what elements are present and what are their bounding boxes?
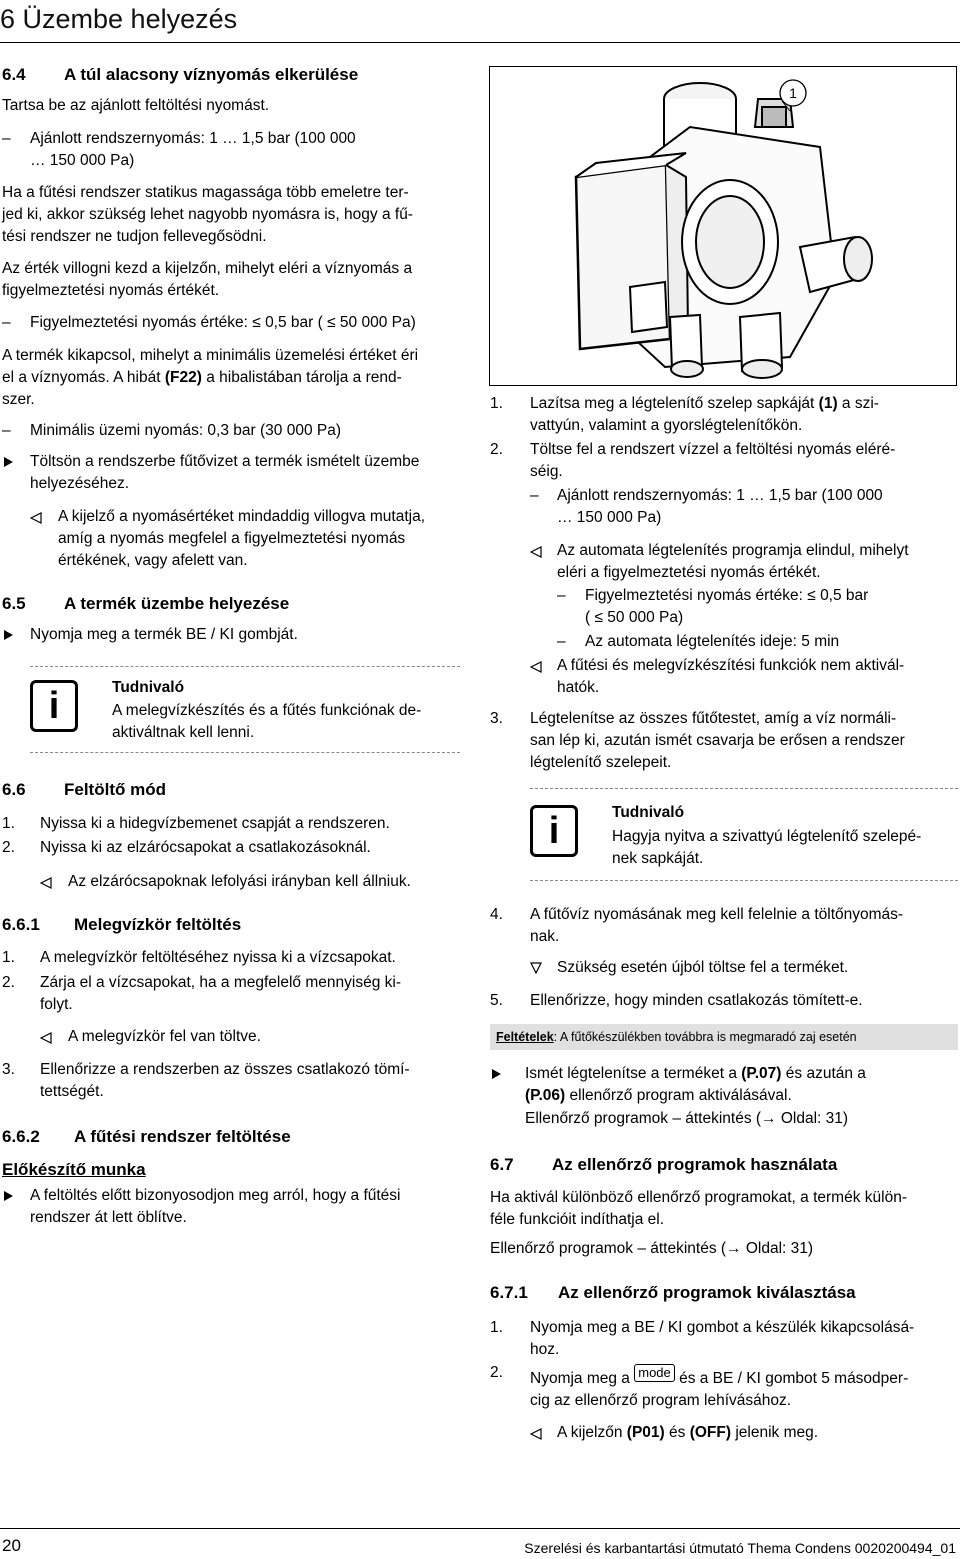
- step-text: Nyissa ki a hidegvízbemenet csapját a rendszeren.: [40, 815, 390, 832]
- dash-item: … 150 000 Pa): [30, 152, 135, 169]
- footer-rule: [0, 1528, 960, 1529]
- step-number: 2.: [490, 441, 503, 458]
- result-item: Az automata légtelenítés programja elindul, mihelyt: [557, 542, 909, 559]
- pump-illustration: [490, 67, 956, 385]
- footer-doc-title: Szerelési és karbantartási útmutató Thema Condens 0020200494_01: [524, 1540, 956, 1556]
- dash-marker: –: [557, 633, 566, 650]
- note-text: aktiváltnak kell lenni.: [112, 724, 255, 741]
- step-text: légtelenítő szelepeit.: [530, 754, 672, 771]
- step-text: Ellenőrizze, hogy minden csatlakozás tömített-e.: [530, 992, 863, 1009]
- note-top-rule: [30, 666, 460, 667]
- result-item: Szükség esetén újból töltse fel a terméket.: [557, 959, 849, 976]
- dash-item: Figyelmeztetési nyomás értéke: ≤ 0,5 bar ( ≤ 50 000 Pa): [30, 314, 416, 331]
- dash-marker: –: [2, 130, 11, 147]
- info-icon: i: [530, 805, 578, 857]
- step-text: Zárja el a vízcsapokat, ha a megfelelő mennyiség ki-: [40, 974, 401, 991]
- action-item: Töltsön a rendszerbe fűtővizet a termék ismételt üzembe: [30, 453, 420, 470]
- step-number: 3.: [2, 1061, 15, 1078]
- pump-figure: [489, 66, 957, 386]
- result-item: hatók.: [557, 679, 600, 696]
- step-number: 2.: [490, 1364, 503, 1381]
- step-text: Nyomja meg a BE / KI gombot a készülék kikapcsolásá-: [530, 1319, 915, 1336]
- note-bottom-rule: [530, 880, 958, 881]
- step-text: Ellenőrizze a rendszerben az összes csatlakozó tömí-: [40, 1061, 410, 1078]
- step-number: 1.: [2, 949, 15, 966]
- section-6-6-2-heading: 6.6.2 A fűtési rendszer feltöltése: [2, 1127, 291, 1146]
- section-6-5-heading: 6.5 A termék üzembe helyezése: [2, 594, 290, 613]
- header-rule: [0, 42, 960, 43]
- result-item: Az elzárócsapoknak lefolyási irányban kell állniuk.: [68, 873, 411, 890]
- step-text: tettségét.: [40, 1083, 104, 1100]
- result-triangle-icon: [530, 661, 542, 673]
- note-text: nek sapkáját.: [612, 850, 704, 867]
- section-6-6-heading: 6.6 Feltöltő mód: [2, 780, 166, 799]
- note-bottom-rule: [30, 752, 460, 753]
- step-text: Lazítsa meg a légtelenítő szelep sapkáját (1) a szi-: [530, 395, 879, 412]
- para: szer.: [2, 391, 35, 408]
- step-text: Töltse fel a rendszert vízzel a feltöltési nyomás eléré-: [530, 441, 896, 458]
- result-triangle-icon: [530, 1428, 542, 1440]
- action-arrow-icon: [492, 1069, 501, 1079]
- action-arrow-icon: [4, 457, 13, 467]
- dash-marker: –: [2, 314, 11, 331]
- step-text: san lép ki, azután ismét csavarja be erősen a rendszer: [530, 732, 905, 749]
- action-item: Nyomja meg a termék BE / KI gombját.: [30, 626, 298, 643]
- mode-button-glyph: mode: [634, 1364, 675, 1382]
- cross-reference-link[interactable]: Ellenőrző programok – áttekintés (→ Oldal: 31): [525, 1110, 849, 1127]
- action-arrow-icon: [4, 1191, 13, 1201]
- step-text: séig.: [530, 463, 563, 480]
- action-item: Ismét légtelenítse a terméket a (P.07) és azután a: [525, 1065, 866, 1082]
- action-item: A feltöltés előtt bizonyosodjon meg arról, hogy a fűtési: [30, 1187, 401, 1204]
- dash-item: Ajánlott rendszernyomás: 1 … 1,5 bar (100 000: [30, 130, 356, 147]
- para: Ha aktivál különböző ellenőrző programokat, a termék külön-: [490, 1189, 907, 1206]
- condition-bar: [490, 1024, 958, 1050]
- action-item: (P.06) ellenőrző program aktiválásával.: [525, 1087, 792, 1104]
- step-text: cig az ellenőrző program lehívásához.: [530, 1392, 792, 1409]
- info-icon: i: [30, 680, 78, 732]
- result-item: A kijelzőn (P01) és (OFF) jelenik meg.: [557, 1424, 819, 1441]
- result-triangle-icon: [40, 877, 52, 889]
- para: figyelmeztetési nyomás értékét.: [2, 282, 220, 299]
- step-number: 5.: [490, 992, 503, 1009]
- chapter-header: 6 Üzembe helyezés: [0, 4, 238, 34]
- result-triangle-icon: [40, 1032, 52, 1044]
- action-arrow-icon: [4, 630, 13, 640]
- section-6-7-1-heading: 6.7.1 Az ellenőrző programok kiválasztása: [490, 1283, 856, 1302]
- condition-label: Feltételek: [496, 1030, 554, 1044]
- result-item: amíg a nyomás megfelel a figyelmeztetési nyomás: [58, 530, 406, 547]
- result-item: eléri a figyelmeztetési nyomás értékét.: [557, 564, 821, 581]
- step-text: A fűtővíz nyomásának meg kell felelnie a töltőnyomás-: [530, 906, 904, 923]
- dash-marker: –: [530, 487, 539, 504]
- step-number: 1.: [490, 1319, 503, 1336]
- condition-text: : A fűtőkészülékben továbbra is megmaradó zaj esetén: [553, 1030, 857, 1044]
- dash-item: Ajánlott rendszernyomás: 1 … 1,5 bar (100 000: [557, 487, 883, 504]
- result-triangle-icon: [30, 512, 42, 524]
- cross-reference-link[interactable]: Ellenőrző programok – áttekintés (→ Oldal: 31): [490, 1240, 814, 1257]
- dash-marker: –: [557, 587, 566, 604]
- para: féle funkcióit indíthatja el.: [490, 1211, 665, 1228]
- step-number: 1.: [2, 815, 15, 832]
- step-text: vattyún, valamint a gyorslégtelenítőkön.: [530, 417, 803, 434]
- step-text: nak.: [530, 928, 560, 945]
- result-triangle-icon: [530, 546, 542, 558]
- step-text: Nyissa ki az elzárócsapokat a csatlakozásoknál.: [40, 839, 371, 856]
- para: A termék kikapcsol, mihelyt a minimális üzemelési értéket éri: [2, 347, 419, 364]
- result-down-triangle-icon: [530, 962, 542, 974]
- section-6-6-1-heading: 6.6.1 Melegvízkör feltöltés: [2, 915, 242, 934]
- action-item: helyezéséhez.: [30, 475, 130, 492]
- note-title: Tudnivaló: [612, 804, 685, 821]
- result-item: A fűtési és melegvízkészítési funkciók nem aktivál-: [557, 657, 905, 674]
- para: Az érték villogni kezd a kijelzőn, mihelyt eléri a víznyomás a: [2, 260, 413, 277]
- note-text: Hagyja nyitva a szivattyú légtelenítő szelepé-: [612, 828, 922, 845]
- dash-item: ( ≤ 50 000 Pa): [585, 609, 684, 626]
- step-text: folyt.: [40, 996, 73, 1013]
- dash-item: … 150 000 Pa): [557, 509, 662, 526]
- result-item: értékének, vagy afelett van.: [58, 552, 248, 569]
- step-number: 4.: [490, 906, 503, 923]
- dash-item: Figyelmeztetési nyomás értéke: ≤ 0,5 bar: [585, 587, 869, 604]
- step-text: A melegvízkör feltöltéséhez nyissa ki a vízcsapokat.: [40, 949, 396, 966]
- section-6-4-heading: 6.4 A túl alacsony víznyomás elkerülése: [2, 65, 359, 84]
- step-number: 2.: [2, 839, 15, 856]
- step-text: Nyomja meg a mode és a BE / KI gombot 5 másodper-: [530, 1365, 909, 1387]
- note-title: Tudnivaló: [112, 679, 185, 696]
- page-number: 20: [2, 1536, 21, 1555]
- callout-label: 1: [789, 85, 797, 101]
- result-item: A kijelző a nyomásértéket mindaddig villogva mutatja,: [58, 508, 426, 525]
- step-text: Légtelenítse az összes fűtőtestet, amíg a víz normáli-: [530, 710, 897, 727]
- step-text: hoz.: [530, 1341, 560, 1358]
- dash-item: Minimális üzemi nyomás: 0,3 bar (30 000 Pa): [30, 422, 341, 439]
- result-item: A melegvízkör fel van töltve.: [68, 1028, 261, 1045]
- dash-marker: –: [2, 422, 11, 439]
- note-top-rule: [530, 788, 958, 789]
- section-6-7-heading: 6.7 Az ellenőrző programok használata: [490, 1155, 838, 1174]
- para: Ha a fűtési rendszer statikus magassága több emeletre ter-: [2, 184, 409, 201]
- step-number: 1.: [490, 395, 503, 412]
- para: jed ki, akkor szükség lehet nagyobb nyomásra is, hogy a fű-: [2, 206, 413, 223]
- para: Tartsa be az ajánlott feltöltési nyomást.: [2, 97, 270, 114]
- step-number: 3.: [490, 710, 503, 727]
- dash-item: Az automata légtelenítés ideje: 5 min: [585, 633, 840, 650]
- para: tési rendszer ne tudjon fellevegősödni.: [2, 228, 267, 245]
- para: el a víznyomás. A hibát (F22) a hibalistában tárolja a rend-: [2, 369, 402, 386]
- action-item: rendszer át lett öblítve.: [30, 1209, 187, 1226]
- prep-heading: Előkészítő munka: [2, 1160, 146, 1179]
- step-number: 2.: [2, 974, 15, 991]
- note-text: A melegvízkészítés és a fűtés funkciónak de-: [112, 702, 422, 719]
